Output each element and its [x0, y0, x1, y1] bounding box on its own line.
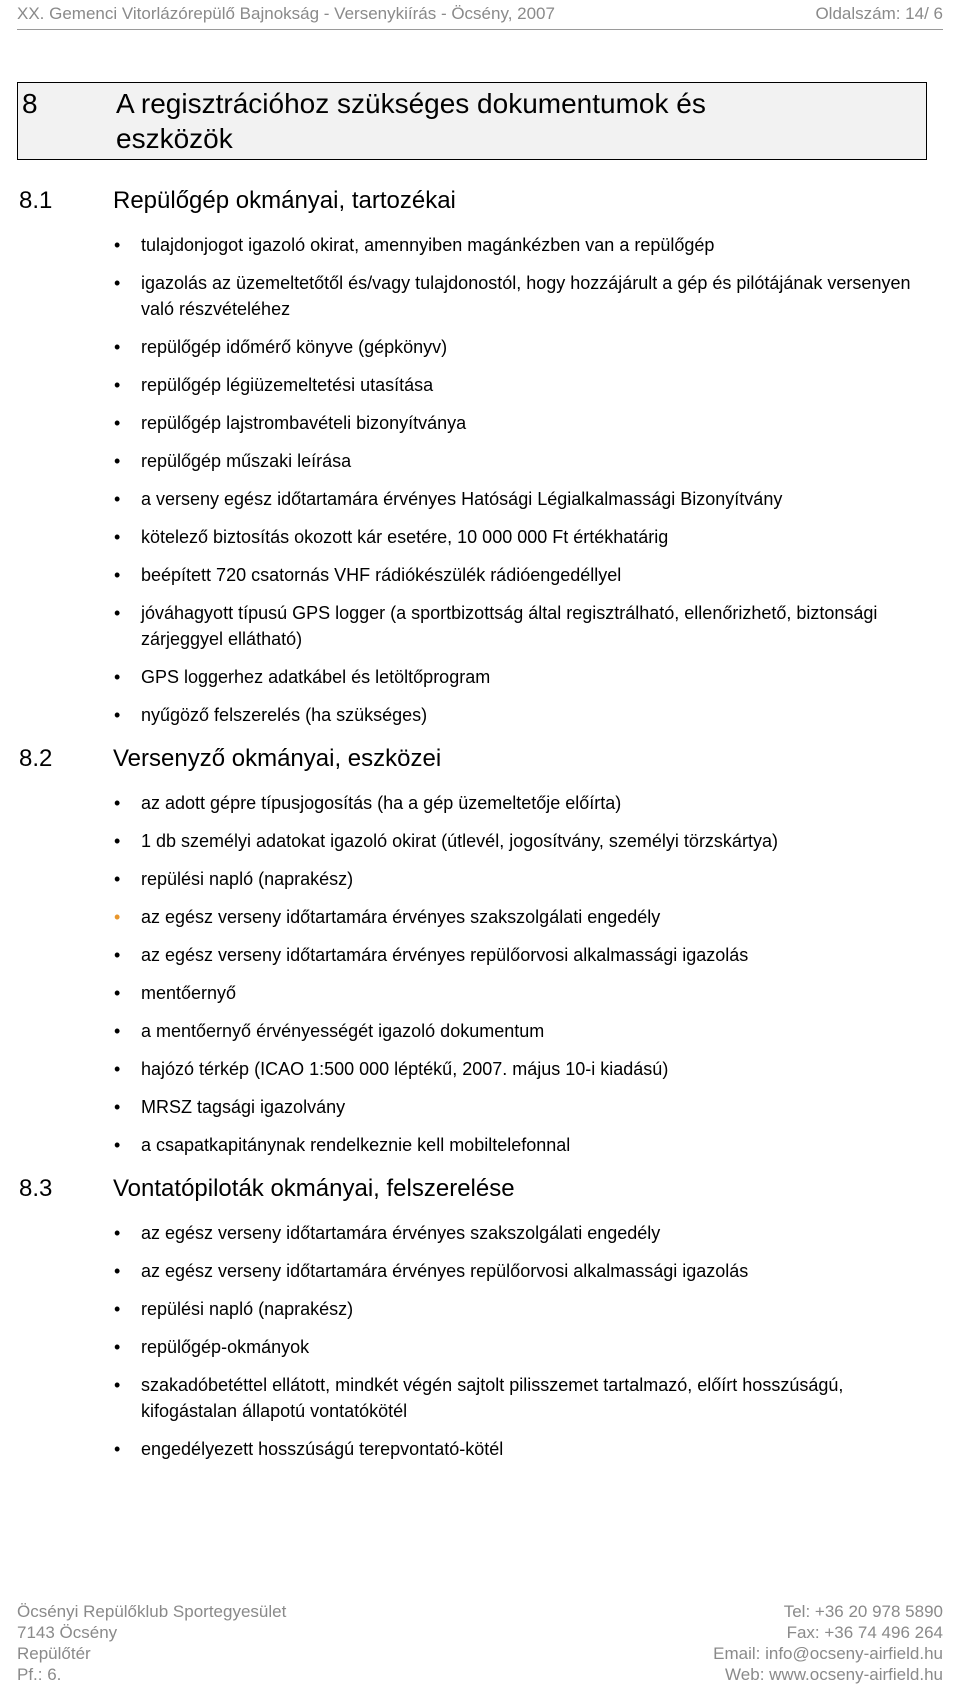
list-item-text: repülőgép műszaki leírása	[141, 451, 352, 471]
list-item	[17, 1334, 940, 1360]
list-item-text: a mentőernyő érvényességét igazoló dokumentum	[141, 1021, 545, 1041]
chapter-heading-box	[17, 82, 927, 160]
list-item-text: engedélyezett hosszúságú terepvontató-kötél	[141, 1439, 504, 1459]
footer-contact-line: Tel: +36 20 978 5890	[783, 1602, 943, 1621]
list-item	[17, 904, 940, 930]
list-item-text: szakadóbetéttel ellátott, mindkét végén sajtolt pilisszemet tartalmazó, előírt hosszúságú, kifogástalan állapotú vontatókötél	[141, 1375, 844, 1421]
bullet-icon: •	[114, 1223, 121, 1243]
list-item	[17, 664, 940, 690]
section-heading	[17, 1174, 940, 1204]
bullet-icon: •	[114, 1375, 121, 1395]
bullet-icon: •	[114, 869, 121, 889]
list-item	[17, 372, 940, 398]
list-item-text: az egész verseny időtartamára érvényes repülőorvosi alkalmassági igazolás	[141, 1261, 749, 1281]
list-item	[17, 1094, 940, 1120]
bullet-icon: •	[114, 907, 121, 927]
bullet-icon: •	[114, 831, 121, 851]
document-body	[17, 186, 940, 1478]
list-item-text: az adott gépre típusjogosítás (ha a gép üzemeltetője előírta)	[141, 793, 622, 813]
list-item	[17, 1220, 940, 1246]
list-item-text: repülőgép lajstrombavételi bizonyítványa	[141, 413, 467, 433]
list-item	[17, 828, 940, 854]
section-heading	[17, 744, 940, 774]
list-item-text: a csapatkapitánynak rendelkeznie kell mobiltelefonnal	[141, 1135, 571, 1155]
footer-contact-line: Web: www.ocseny-airfield.hu	[725, 1665, 943, 1684]
list-item	[17, 334, 940, 360]
list-item-text: az egész verseny időtartamára érvényes repülőorvosi alkalmassági igazolás	[141, 945, 749, 965]
list-item-text: igazolás az üzemeltetőtől és/vagy tulajdonostól, hogy hozzájárult a gép és pilótájának versenyen való részvételéhez	[141, 273, 911, 319]
bullet-icon: •	[114, 565, 121, 585]
bullet-icon: •	[114, 1097, 121, 1117]
footer-contact-line: Fax: +36 74 496 264	[786, 1623, 943, 1642]
list-item-text: a verseny egész időtartamára érvényes Hatósági Légialkalmassági Bizonyítvány	[141, 489, 783, 509]
bullet-icon: •	[114, 667, 121, 687]
section-number: 8.1	[19, 187, 53, 214]
requirement-list	[17, 1220, 940, 1462]
bullet-icon: •	[114, 527, 121, 547]
section-title: Vontatópiloták okmányai, felszerelése	[113, 1175, 515, 1202]
list-item-text: GPS loggerhez adatkábel és letöltőprogram	[141, 667, 491, 687]
bullet-icon: •	[114, 603, 121, 623]
list-item-text: repülőgép légiüzemeltetési utasítása	[141, 375, 434, 395]
footer-address-line: 7143 Öcsény	[17, 1623, 118, 1642]
footer-address	[17, 1601, 286, 1685]
list-item	[17, 232, 940, 258]
list-item-text: repülési napló (naprakész)	[141, 869, 354, 889]
bullet-icon: •	[114, 793, 121, 813]
bullet-icon: •	[114, 945, 121, 965]
footer-contact-line: Email: info@ocseny-airfield.hu	[713, 1644, 943, 1663]
bullet-icon: •	[114, 375, 121, 395]
list-item	[17, 270, 940, 322]
list-item-text: MRSZ tagsági igazolvány	[141, 1097, 346, 1117]
bullet-icon: •	[114, 1261, 121, 1281]
list-item	[17, 790, 940, 816]
list-item-text: az egész verseny időtartamára érvényes szakszolgálati engedély	[141, 907, 661, 927]
list-item	[17, 1132, 940, 1158]
list-item-text: kötelező biztosítás okozott kár esetére, 10 000 000 Ft értékhatárig	[141, 527, 669, 547]
page-footer	[17, 1601, 943, 1685]
requirement-list	[17, 232, 940, 728]
list-item-text: repülési napló (naprakész)	[141, 1299, 354, 1319]
list-item	[17, 448, 940, 474]
section-spacer	[17, 1474, 940, 1478]
list-item	[17, 486, 940, 512]
list-item-text: nyűgöző felszerelés (ha szükséges)	[141, 705, 428, 725]
bullet-icon: •	[114, 235, 121, 255]
bullet-icon: •	[114, 1299, 121, 1319]
list-item	[17, 702, 940, 728]
list-item-text: tulajdonjogot igazoló okirat, amennyiben magánkézben van a repülőgép	[141, 235, 715, 255]
list-item	[17, 600, 940, 652]
list-item	[17, 980, 940, 1006]
bullet-icon: •	[114, 705, 121, 725]
list-item-text: repülőgép időmérő könyve (gépkönyv)	[141, 337, 448, 357]
section-number: 8.2	[19, 745, 53, 772]
list-item	[17, 1018, 940, 1044]
footer-contact	[713, 1601, 943, 1685]
bullet-icon: •	[114, 1439, 121, 1459]
list-item-text: az egész verseny időtartamára érvényes szakszolgálati engedély	[141, 1223, 661, 1243]
page-number: Oldalszám: 14/ 6	[815, 4, 943, 23]
header-title: XX. Gemenci Vitorlázórepülő Bajnokság - Versenykiírás - Öcsény, 2007	[17, 4, 555, 23]
chapter-number: 8	[22, 88, 38, 119]
chapter-title: A regisztrációhoz szükséges dokumentumok és eszközök	[116, 88, 706, 154]
list-item	[17, 524, 940, 550]
page-header	[17, 4, 943, 28]
requirement-list	[17, 790, 940, 1158]
list-item-text: mentőernyő	[141, 983, 237, 1003]
bullet-icon: •	[114, 451, 121, 471]
footer-address-line: Öcsényi Repülőklub Sportegyesület	[17, 1602, 287, 1621]
list-item-text: repülőgép-okmányok	[141, 1337, 310, 1357]
section-title: Repülőgép okmányai, tartozékai	[113, 187, 456, 214]
section-title: Versenyző okmányai, eszközei	[113, 745, 442, 772]
list-item-text: 1 db személyi adatokat igazoló okirat (útlevél, jogosítvány, személyi törzskártya)	[141, 831, 778, 851]
section-heading	[17, 186, 940, 216]
list-item	[17, 1436, 940, 1462]
list-item	[17, 1258, 940, 1284]
list-item-text: beépített 720 csatornás VHF rádiókészülék rádióengedéllyel	[141, 565, 622, 585]
list-item	[17, 942, 940, 968]
bullet-icon: •	[114, 1059, 121, 1079]
bullet-icon: •	[114, 413, 121, 433]
section-number: 8.3	[19, 1175, 53, 1202]
bullet-icon: •	[114, 273, 121, 293]
list-item-text: hajózó térkép (ICAO 1:500 000 léptékű, 2007. május 10-i kiadású)	[141, 1059, 669, 1079]
bullet-icon: •	[114, 1135, 121, 1155]
header-divider	[17, 29, 943, 30]
bullet-icon: •	[114, 1337, 121, 1357]
list-item	[17, 1296, 940, 1322]
list-item	[17, 1056, 940, 1082]
footer-address-line: Pf.: 6.	[17, 1665, 62, 1684]
bullet-icon: •	[114, 983, 121, 1003]
bullet-icon: •	[114, 1021, 121, 1041]
bullet-icon: •	[114, 337, 121, 357]
list-item	[17, 866, 940, 892]
footer-address-line: Repülőtér	[17, 1644, 91, 1663]
list-item	[17, 410, 940, 436]
list-item-text: jóváhagyott típusú GPS logger (a sportbizottság által regisztrálható, ellenőrizhető, biztonsági zárjeggyel ellátható)	[141, 603, 878, 649]
bullet-icon: •	[114, 489, 121, 509]
list-item	[17, 562, 940, 588]
list-item	[17, 1372, 940, 1424]
